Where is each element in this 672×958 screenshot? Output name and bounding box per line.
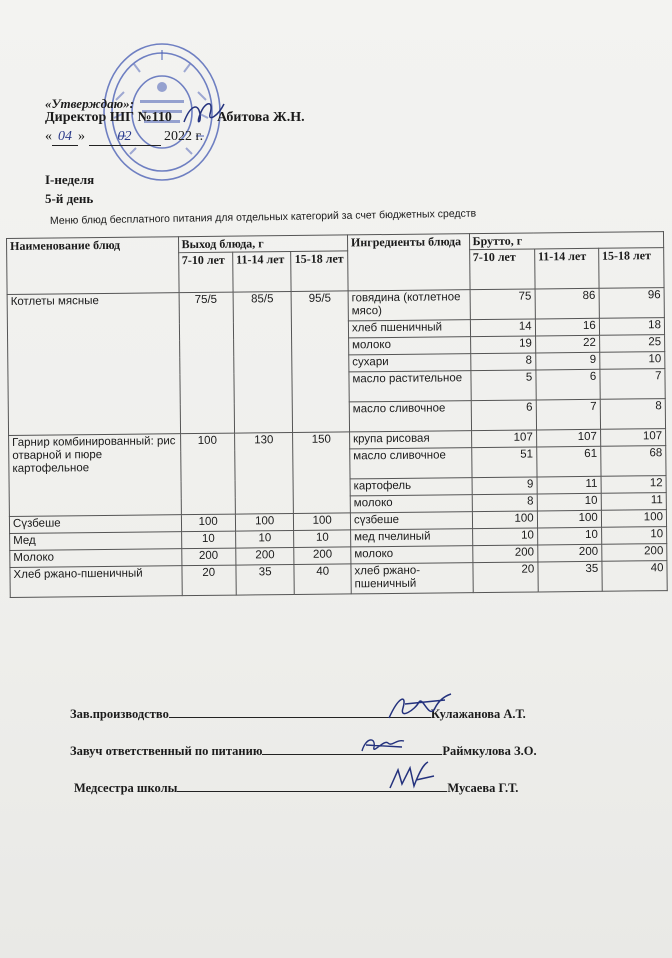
ingredient-name: сухари	[349, 354, 471, 372]
ingredient-name: картофель	[350, 478, 472, 496]
ingredient-name: хлеб ржано-пшеничный	[351, 563, 473, 594]
approval-date: « 04 » 02 2022 г.	[45, 129, 204, 144]
week-label: I-неделя	[45, 172, 95, 187]
ingredient-gross: 100	[601, 510, 666, 528]
ingredient-name: хлеб пшеничный	[348, 320, 470, 338]
nurse-label: Медсестра школы	[74, 781, 178, 795]
dish-yield: 200	[294, 547, 351, 565]
dish-yield: 100	[235, 514, 294, 532]
table-row	[10, 561, 667, 598]
ingredient-gross: 8	[472, 494, 537, 512]
ingredient-gross: 5	[470, 370, 535, 401]
ingredient-gross: 68	[600, 446, 666, 477]
nurse-signoff	[74, 781, 518, 796]
ingredient-gross: 6	[536, 369, 600, 400]
production-signoff	[70, 707, 526, 722]
ingredient-gross: 35	[538, 561, 602, 592]
ingredient-gross: 200	[472, 545, 537, 563]
ingredient-gross: 22	[535, 335, 599, 353]
ingredient-gross: 200	[537, 544, 601, 562]
nurse-name: Мусаева Г.Т.	[447, 781, 519, 795]
ingredient-gross: 9	[535, 352, 599, 370]
head-teacher-label: Завуч ответственный по питанию	[70, 744, 263, 758]
ingredient-name: говядина (котлетное мясо)	[348, 290, 470, 321]
ingredient-gross: 86	[535, 288, 599, 319]
ingredient-gross: 19	[470, 336, 535, 354]
dish-yield: 85/5	[233, 292, 293, 434]
ingredient-name: молоко	[350, 495, 472, 513]
ingredient-name: мед пчелиный	[351, 529, 473, 547]
ingredient-gross: 12	[601, 476, 666, 494]
ingredient-gross: 51	[471, 447, 536, 478]
head-teacher-signoff	[70, 744, 537, 759]
age-header: 11-14 лет	[233, 252, 292, 293]
director-title: Директор ШГ №110	[45, 110, 172, 125]
director-signature	[180, 96, 228, 130]
dish-name: Гарнир комбинированный: рис отварной и пюре картофельное	[9, 434, 181, 517]
ingredient-gross: 100	[537, 510, 601, 528]
ingredient-gross: 18	[599, 318, 664, 336]
ingredient-gross: 6	[471, 400, 536, 431]
ingredient-gross: 40	[602, 561, 668, 592]
dish-yield: 10	[294, 530, 351, 548]
age-header: 7-10 лет	[469, 249, 535, 290]
ingredient-gross: 107	[600, 429, 665, 447]
day-label: 5-й день	[45, 191, 94, 206]
dish-yield: 200	[181, 548, 235, 566]
age-header: 15-18 лет	[291, 251, 348, 292]
date-year: 2022 г.	[164, 129, 204, 144]
director-name: Абитова Ж.Н.	[217, 110, 305, 125]
col-ingredients-header: Ингредиенты блюда	[347, 234, 469, 291]
ingredient-name: масло растительное	[349, 371, 471, 402]
ingredient-gross: 14	[470, 319, 535, 337]
dish-yield: 10	[181, 531, 235, 549]
head-teacher-signature	[358, 733, 408, 757]
dish-name: Котлеты мясные	[7, 293, 180, 436]
menu-caption: Меню блюд бесплатного питания для отдельных категорий за счет бюджетных средств	[49, 207, 477, 227]
dish-yield: 40	[294, 564, 351, 595]
ingredient-gross: 61	[536, 446, 600, 477]
production-name: Кулажанова А.Т.	[430, 707, 526, 721]
age-header: 15-18 лет	[598, 248, 664, 289]
dish-name: Мед	[10, 532, 182, 551]
ingredient-gross: 7	[536, 399, 600, 430]
ingredient-gross: 107	[471, 430, 536, 448]
ingredient-gross: 10	[601, 527, 666, 545]
dish-yield: 100	[181, 514, 235, 532]
ingredient-gross: 20	[472, 562, 537, 593]
ingredient-gross: 8	[470, 353, 535, 371]
dish-name: Молоко	[10, 549, 182, 568]
dish-yield: 150	[293, 432, 350, 514]
ingredient-name: масло сливочное	[350, 448, 472, 479]
date-day: 04	[52, 129, 78, 146]
date-month: 02	[89, 129, 161, 146]
nurse-signature	[386, 760, 438, 794]
dish-yield: 10	[235, 530, 294, 548]
production-label: Зав.производство	[70, 707, 169, 721]
head-teacher-name: Раймкулова З.О.	[442, 744, 537, 758]
ingredient-gross: 11	[537, 476, 601, 494]
ingredient-gross: 10	[537, 493, 601, 511]
dish-yield: 20	[182, 565, 237, 596]
ingredient-gross: 9	[472, 477, 537, 495]
dish-yield: 130	[234, 433, 293, 515]
dish-name: Хлеб ржано-пшеничный	[10, 566, 182, 598]
dish-yield: 95/5	[292, 291, 350, 433]
ingredient-gross: 25	[599, 335, 664, 353]
approved-label: «Утверждаю»:	[45, 96, 134, 111]
ingredient-gross: 11	[601, 493, 666, 511]
ingredient-gross: 16	[535, 318, 599, 336]
ingredient-name: молоко	[351, 546, 473, 564]
dish-yield: 200	[236, 547, 295, 565]
dish-name: Сүзбеше	[9, 515, 181, 534]
ingredient-gross: 10	[472, 528, 537, 546]
col-dish-header: Наименование блюд	[7, 237, 179, 295]
col-yield-header: Выход блюда, г	[178, 235, 348, 253]
menu-table-body	[7, 232, 668, 598]
age-header: 7-10 лет	[178, 252, 233, 293]
ingredient-gross: 200	[602, 544, 667, 562]
ingredient-name: крупа рисовая	[350, 431, 472, 449]
ingredient-gross: 7	[600, 369, 666, 400]
ingredient-gross: 100	[472, 511, 537, 529]
dish-yield: 100	[180, 433, 235, 515]
ingredient-gross: 10	[537, 527, 601, 545]
production-signature	[385, 690, 455, 724]
ingredient-name: сүзбеше	[350, 512, 472, 530]
ingredient-name: молоко	[349, 337, 471, 355]
ingredient-gross: 10	[599, 352, 664, 370]
ingredient-gross: 96	[599, 288, 665, 319]
dish-yield: 100	[294, 513, 351, 531]
dish-yield: 75/5	[179, 292, 235, 434]
ingredient-gross: 75	[470, 289, 535, 320]
ingredient-gross: 107	[536, 429, 600, 447]
ingredient-name: масло сливочное	[349, 401, 471, 432]
director-line	[45, 110, 305, 126]
age-header: 11-14 лет	[534, 248, 598, 289]
dish-yield: 35	[236, 564, 295, 595]
col-gross-header: Брутто, г	[469, 232, 664, 250]
menu-table	[6, 231, 668, 598]
ingredient-gross: 8	[600, 399, 666, 430]
